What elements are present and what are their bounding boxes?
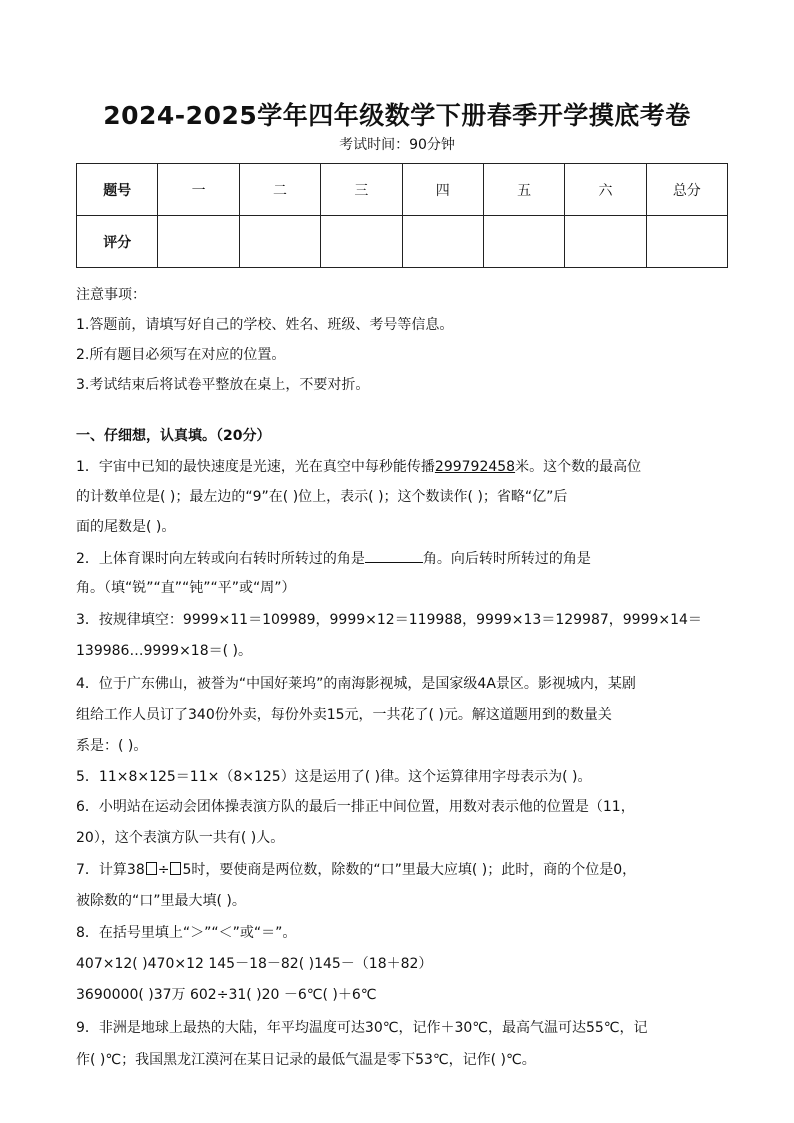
question-2-line-1 <box>76 548 736 569</box>
q7-box-2 <box>170 862 181 875</box>
score-cell-3[interactable] <box>321 216 402 268</box>
question-7-line-1 <box>76 860 736 880</box>
q7-text-a3: 5时，要使商是两位数，除数的“口”里最大应填( )；此时，商的个位是0， <box>182 862 637 878</box>
score-cell-total[interactable] <box>646 216 727 268</box>
question-2-line-2: 角。（填“锐”“直”“钝”“平”或“周”） <box>76 580 296 596</box>
exam-time: 考试时间：90分钟 <box>339 137 455 153</box>
question-9-line-2: 作( )℃；我国黑龙江漠河在某日记录的最低气温是零下53℃，记作( )℃。 <box>76 1052 536 1068</box>
question-8-line-1: 8．在括号里填上“＞”“＜”或“＝”。 <box>76 925 297 941</box>
question-8-line-2: 407×12( )470×12 145－18－82( )145－（18＋82） <box>76 956 433 972</box>
score-cell-4[interactable] <box>402 216 483 268</box>
score-cell-2[interactable] <box>239 216 320 268</box>
score-cell-6[interactable] <box>565 216 646 268</box>
q1-text-a: 1．宇宙中已知的最快速度是光速，光在真空中每秒能传播 <box>76 459 435 475</box>
question-1-line-3: 面的尾数是( )。 <box>76 519 176 535</box>
note-item-3: 3.考试结束后将试卷平整放在桌上，不要对折。 <box>76 377 370 393</box>
header-cell-4: 四 <box>402 164 483 216</box>
question-4-line-1: 4．位于广东佛山，被誉为“中国好莱坞”的南海影视城，是国家级4A景区。影视城内，某剧 <box>76 676 636 692</box>
score-table <box>76 163 728 268</box>
score-table-header-row <box>77 164 728 216</box>
score-table-score-row <box>77 216 728 268</box>
header-cell-3: 三 <box>321 164 402 216</box>
question-7-line-2: 被除数的“口”里最大填( )。 <box>76 893 246 909</box>
q1-text-b: 米。这个数的最高位 <box>515 459 642 475</box>
score-cell-1[interactable] <box>158 216 239 268</box>
score-row-label: 评分 <box>77 216 158 268</box>
question-9-line-1: 9．非洲是地球上最热的大陆，年平均温度可达30℃，记作＋30℃，最高气温可达55℃，记 <box>76 1020 648 1036</box>
question-3-line-1: 3．按规律填空：9999×11＝109989，9999×12＝119988，9999×13＝129987，9999×14＝ <box>76 612 702 628</box>
note-item-1: 1.答题前，请填写好自己的学校、姓名、班级、考号等信息。 <box>76 317 454 333</box>
header-cell-6: 六 <box>565 164 646 216</box>
q1-number: 299792458 <box>434 459 516 475</box>
q7-box-1 <box>146 862 157 875</box>
question-1-line-1 <box>76 457 736 477</box>
question-6-line-1: 6．小明站在运动会团体操表演方队的最后一排正中间位置，用数对表示他的位置是（11， <box>76 799 635 815</box>
header-cell-2: 二 <box>239 164 320 216</box>
q7-text-a1: 7．计算38 <box>76 862 145 878</box>
notes-heading: 注意事项： <box>76 287 146 303</box>
q7-text-a2: ÷ <box>157 862 170 878</box>
question-8-line-3: 3690000( )37万 602÷31( )20 －6℃( )＋6℃ <box>76 987 377 1003</box>
question-1-line-2: 的计数单位是( )；最左边的“9”在( )位上，表示( )；这个数读作( )；省略“亿”后 <box>76 489 568 505</box>
header-cell-5: 五 <box>483 164 564 216</box>
score-cell-5[interactable] <box>483 216 564 268</box>
question-4-line-3: 系是：( )。 <box>76 738 148 754</box>
q2-text-b: 角。向后转时所转过的角是 <box>422 551 591 567</box>
header-cell-total: 总分 <box>646 164 727 216</box>
header-cell-1: 一 <box>158 164 239 216</box>
section-1-heading: 一、仔细想，认真填。（20分） <box>76 428 271 444</box>
question-3-line-2: 139986…9999×18＝( )。 <box>76 643 252 659</box>
exam-title: 2024-2025学年四年级数学下册春季开学摸底考卷 <box>103 101 691 130</box>
header-cell-label: 题号 <box>77 164 158 216</box>
note-item-2: 2.所有题目必须写在对应的位置。 <box>76 347 286 363</box>
q2-text-a: 2．上体育课时向左转或向右转时所转过的角是 <box>76 551 365 567</box>
q2-answer-blank[interactable] <box>365 548 423 563</box>
question-4-line-2: 组给工作人员订了340份外卖，每份外卖15元，一共花了( )元。解这道题用到的数量关 <box>76 707 612 723</box>
question-5: 5．11×8×125＝11×（8×125）这是运用了( )律。这个运算律用字母表示为( )。 <box>76 769 592 785</box>
question-6-line-2: 20），这个表演方队一共有( )人。 <box>76 830 285 846</box>
